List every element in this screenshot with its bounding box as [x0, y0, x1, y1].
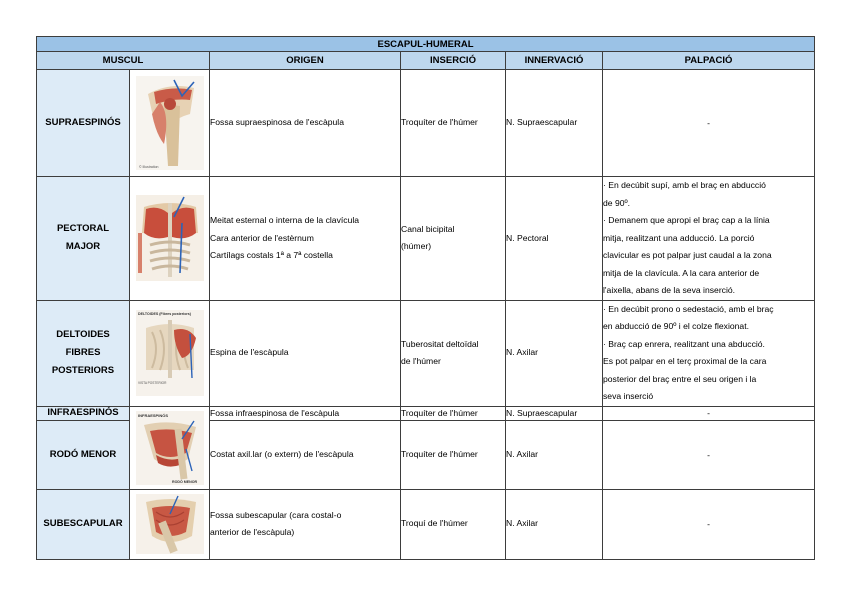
table-title: ESCAPUL-HUMERAL [37, 37, 815, 52]
deltoides-image-caption: DELTOIDES (Fibres posteriors) [137, 312, 191, 316]
palpacio-cell: · En decúbit supí, amb el braç en abducció de 90º. · Demanem que apropi el braç cap a la línia mitja, realitzant una adducció. La porció clavicular es pot palpar just caudal a la zona mitja de la clavícula. A la cara anterior de l'aixella, abans de la seva inserció. [603, 177, 815, 301]
svg-text:© Illustration: © Illustration [138, 165, 159, 169]
table-header-row [37, 52, 815, 70]
supraespinos-illustration [130, 70, 210, 177]
muscle-table [36, 36, 815, 560]
insercio-cell: Troquíter de l'húmer [401, 406, 506, 420]
origen-cell: Fossa subescapular (cara costal-o anterior de l'escàpula) [210, 489, 401, 559]
origen-cell: Costat axil.lar (o extern) de l'escàpula [210, 420, 401, 489]
header-origen: ORIGEN [210, 52, 401, 70]
insercio-cell: Troquíter de l'húmer [401, 70, 506, 177]
table-row [37, 489, 815, 559]
infraespinos-image-caption: INFRAESPINÓS [137, 412, 168, 418]
header-palpacio: PALPACIÓ [603, 52, 815, 70]
insercio-cell: Troquíter de l'húmer [401, 420, 506, 489]
palpacio-cell: - [603, 406, 815, 420]
muscle-name: RODÓ MENOR [37, 420, 130, 489]
svg-text:VISTA POSTERIOR: VISTA POSTERIOR [137, 381, 166, 385]
palpacio-cell: - [603, 420, 815, 489]
insercio-cell: Troquí de l'húmer [401, 489, 506, 559]
infraespinos-rodo-menor-illustration [130, 406, 210, 489]
muscle-name: SUBESCAPULAR [37, 489, 130, 559]
table-row [37, 177, 815, 301]
innervacio-cell: N. Axilar [506, 300, 603, 406]
insercio-cell: Tuberositat deltoïdal de l'húmer [401, 300, 506, 406]
origen-cell: Fossa supraespinosa de l'escàpula [210, 70, 401, 177]
palpacio-cell: - [603, 489, 815, 559]
header-insercio: INSERCIÓ [401, 52, 506, 70]
origen-cell: Fossa infraespinosa de l'escàpula [210, 406, 401, 420]
table-title-row [37, 37, 815, 52]
origen-cell: Espina de l'escàpula [210, 300, 401, 406]
palpacio-cell: · En decúbit prono o sedestació, amb el braç en abducció de 90º i el colze flexionat. · Braç cap enrera, realitzant una abducció. Es pot palpar en el terç proximal de la cara posterior del braç entre el seu origen i la seva inserció [603, 300, 815, 406]
table-row [37, 406, 815, 420]
muscle-name: SUPRAESPINÓS [37, 70, 130, 177]
muscle-name: PECTORAL MAJOR [37, 177, 130, 301]
rodo-menor-image-caption: RODÓ MENOR [171, 479, 197, 484]
innervacio-cell: N. Supraescapular [506, 406, 603, 420]
insercio-cell: Canal bicipital (húmer) [401, 177, 506, 301]
header-muscul: MUSCUL [37, 52, 210, 70]
header-innervacio: INNERVACIÓ [506, 52, 603, 70]
innervacio-cell: N. Pectoral [506, 177, 603, 301]
muscle-name: DELTOIDES FIBRES POSTERIORS [37, 300, 130, 406]
table-row [37, 70, 815, 177]
innervacio-cell: N. Axilar [506, 489, 603, 559]
deltoides-illustration [130, 300, 210, 406]
pectoral-major-illustration [130, 177, 210, 301]
muscle-name: INFRAESPINÓS [37, 406, 130, 420]
innervacio-cell: N. Axilar [506, 420, 603, 489]
table-row [37, 300, 815, 406]
origen-cell: Meitat esternal o interna de la clavícula Cara anterior de l'estèrnum Cartílags costals 1ª a 7ª costella [210, 177, 401, 301]
palpacio-cell: - [603, 70, 815, 177]
subescapular-illustration [130, 489, 210, 559]
innervacio-cell: N. Supraescapular [506, 70, 603, 177]
